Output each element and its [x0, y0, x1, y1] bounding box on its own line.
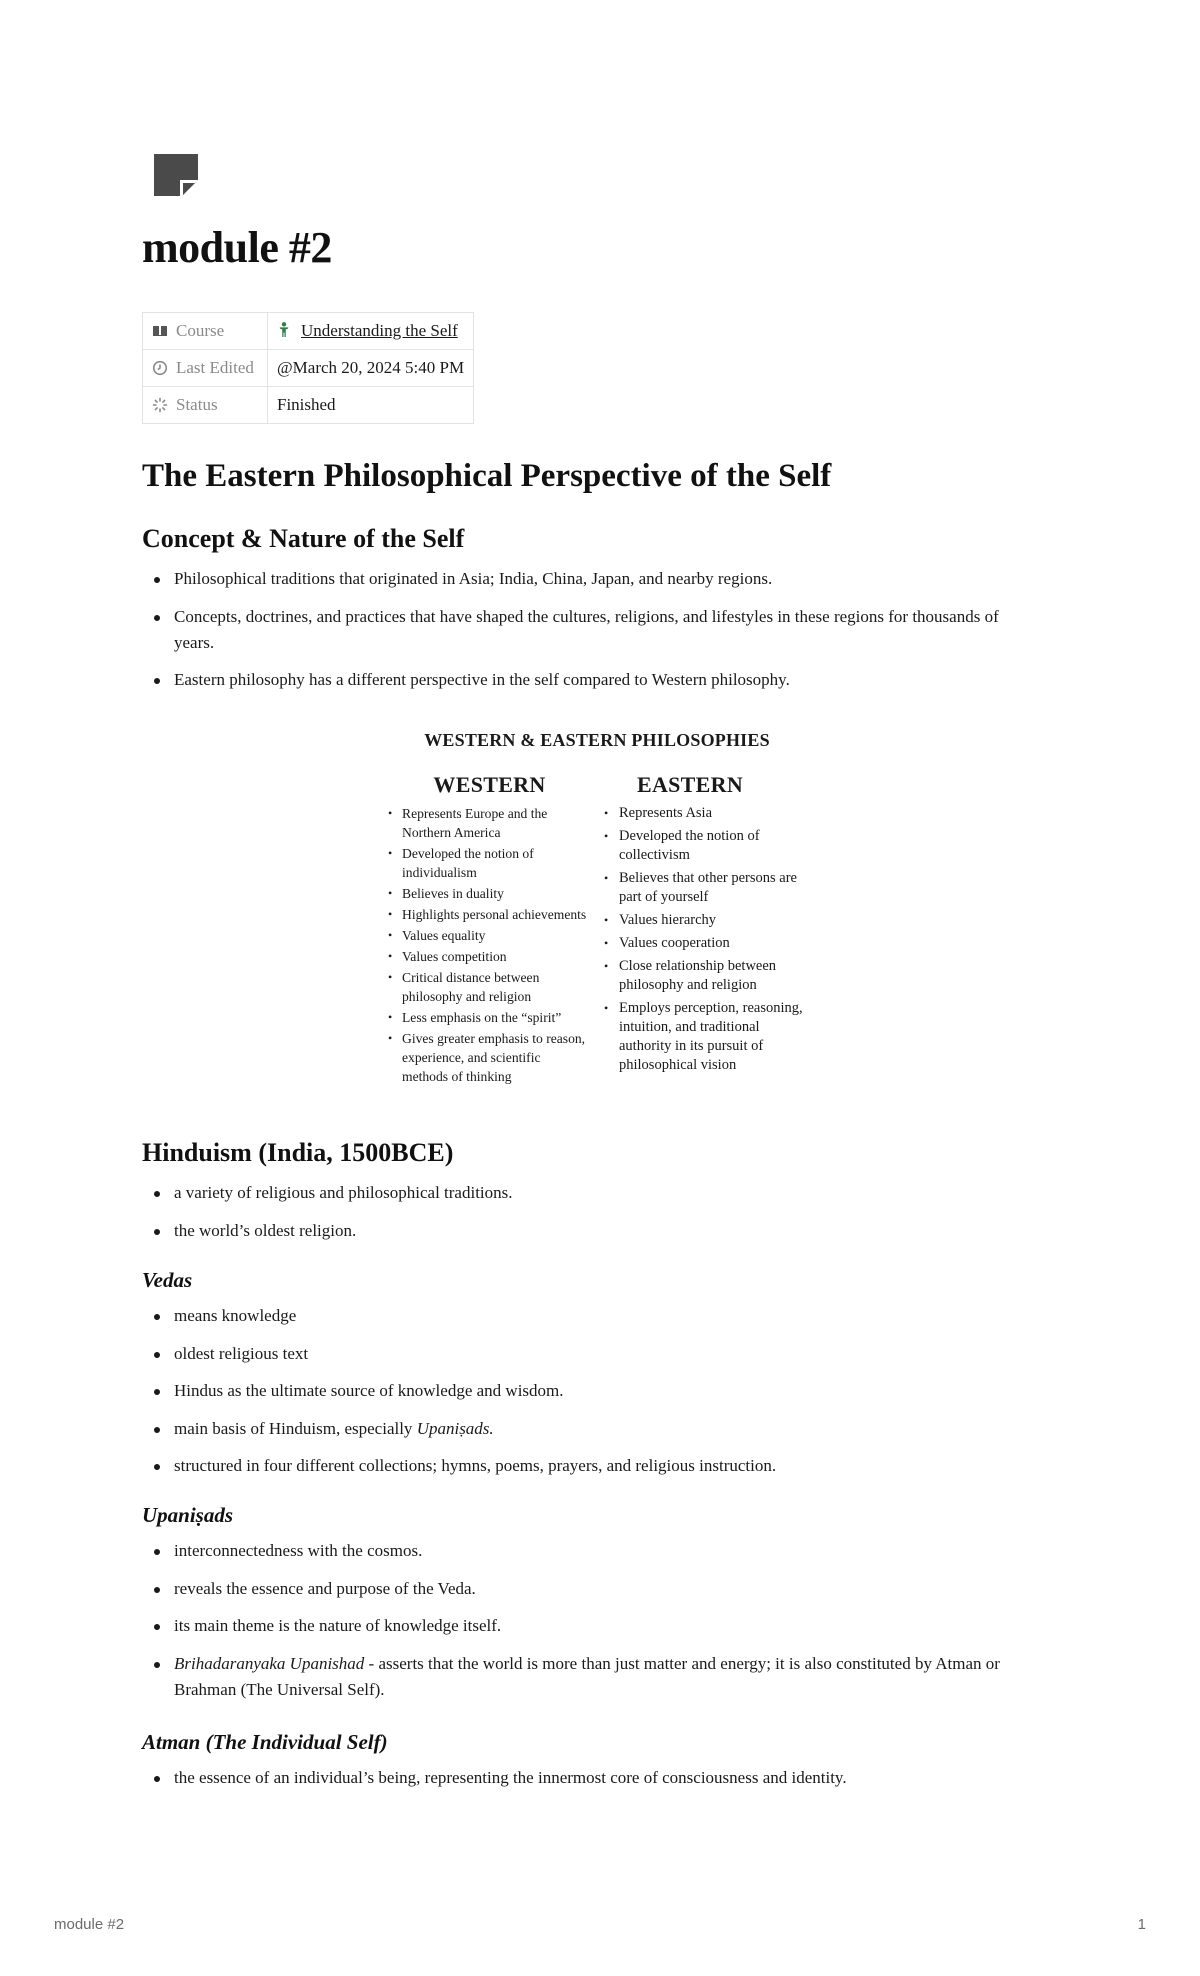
upanisads-list: [142, 1538, 1042, 1714]
list-item: oldest religious text: [142, 1341, 1042, 1367]
hinduism-list: [142, 1180, 1042, 1255]
eastern-heading: EASTERN: [636, 772, 744, 797]
list-item: interconnectedness with the cosmos.: [142, 1538, 1042, 1564]
list-item: • Values equality: [382, 926, 587, 945]
property-value: Finished: [268, 387, 474, 424]
atman-list: [142, 1765, 1042, 1803]
list-item: [142, 1651, 1042, 1703]
concept-heading: Concept & Nature of the Self: [142, 524, 465, 553]
list-item: • Developed the notion of individualism: [382, 844, 587, 882]
concept-list: [142, 566, 1042, 705]
list-item: • Values competition: [382, 947, 587, 966]
property-key: [143, 350, 268, 387]
list-item: • Represents Asia: [598, 804, 812, 823]
eastern-list: [598, 804, 812, 1075]
person-icon: [277, 321, 291, 339]
list-item: • Employs perception, reasoning, intuition, and traditional authority in its pursuit of philosophical vision: [598, 999, 812, 1075]
page-title: module #2: [142, 223, 332, 272]
footer-page-number: 1: [1137, 1916, 1146, 1933]
course-link[interactable]: Understanding the Self: [301, 321, 458, 340]
hinduism-heading: Hinduism (India, 1500BCE): [142, 1138, 454, 1167]
list-item: • Developed the notion of collectivism: [598, 827, 812, 865]
property-value[interactable]: [268, 313, 474, 350]
list-item: • Highlights personal achievements: [382, 905, 587, 924]
footer-title: module #2: [54, 1916, 125, 1933]
list-item-emphasis: Brihadaranyaka Upanishad: [174, 1653, 365, 1673]
list-item: means knowledge: [142, 1303, 1042, 1329]
list-item: Eastern philosophy has a different perspective in the self compared to Western philosophy.: [142, 667, 1042, 693]
book-icon: [152, 323, 168, 339]
property-row-status: [143, 387, 474, 424]
list-item: • Values hierarchy: [598, 911, 812, 930]
list-item-text: main basis of Hinduism, especially: [174, 1418, 417, 1438]
list-item: the essence of an individual’s being, representing the innermost core of consciousness and identity.: [142, 1765, 1042, 1791]
vedas-list: [142, 1303, 1042, 1491]
upanisads-heading: Upaniṣads: [142, 1503, 234, 1527]
list-item: structured in four different collections; hymns, poems, prayers, and religious instruction.: [142, 1453, 1042, 1479]
list-item: reveals the essence and purpose of the Veda.: [142, 1576, 1042, 1602]
property-value: @March 20, 2024 5:40 PM: [268, 350, 474, 387]
eastern-column: [598, 772, 812, 1079]
list-item-emphasis: Upaniṣads.: [416, 1418, 494, 1438]
list-item: [142, 1416, 1042, 1442]
list-item: Hindus as the ultimate source of knowledge and wisdom.: [142, 1378, 1042, 1404]
clock-icon: [152, 360, 168, 376]
section-heading: The Eastern Philosophical Perspective of the Self: [142, 458, 832, 494]
western-heading: WESTERN: [433, 772, 546, 797]
list-item: the world’s oldest religion.: [142, 1218, 1042, 1244]
western-list: [382, 804, 587, 1086]
properties-table: [142, 312, 474, 424]
western-column: [382, 772, 587, 1088]
figure-title: WESTERN & EASTERN PHILOSOPHIES: [424, 730, 770, 750]
list-item: Philosophical traditions that originated in Asia; India, China, Japan, and nearby regions.: [142, 566, 1042, 592]
list-item: • Gives greater emphasis to reason, experience, and scientific methods of thinking: [382, 1029, 587, 1086]
list-item: Concepts, doctrines, and practices that have shaped the cultures, religions, and lifestyles in these regions for thousands of years.: [142, 604, 1042, 656]
document-icon: [152, 152, 200, 198]
atman-heading: Atman (The Individual Self): [142, 1730, 388, 1754]
list-item: • Represents Europe and the Northern America: [382, 804, 587, 842]
philosophies-comparison-figure: [382, 724, 812, 1106]
list-item: a variety of religious and philosophical traditions.: [142, 1180, 1042, 1206]
list-item-text: - asserts that the world is more than just matter and energy; it is also constituted by Atman or Brahman (The Universal Self).: [174, 1653, 1000, 1699]
property-row-course: [143, 313, 474, 350]
property-key: [143, 387, 268, 424]
property-row-last-edited: [143, 350, 474, 387]
list-item: • Less emphasis on the “spirit”: [382, 1008, 587, 1027]
list-item: • Values cooperation: [598, 934, 812, 953]
property-key-label: Course: [176, 321, 225, 340]
loading-icon: [152, 397, 168, 413]
list-item: • Believes in duality: [382, 884, 587, 903]
property-key-label: Last Edited: [176, 358, 254, 377]
list-item: • Close relationship between philosophy and religion: [598, 957, 812, 995]
property-key-label: Status: [176, 395, 218, 414]
list-item: • Critical distance between philosophy and religion: [382, 968, 587, 1006]
vedas-heading: Vedas: [142, 1268, 193, 1292]
list-item: its main theme is the nature of knowledge itself.: [142, 1613, 1042, 1639]
list-item: • Believes that other persons are part of yourself: [598, 869, 812, 907]
property-key: [143, 313, 268, 350]
